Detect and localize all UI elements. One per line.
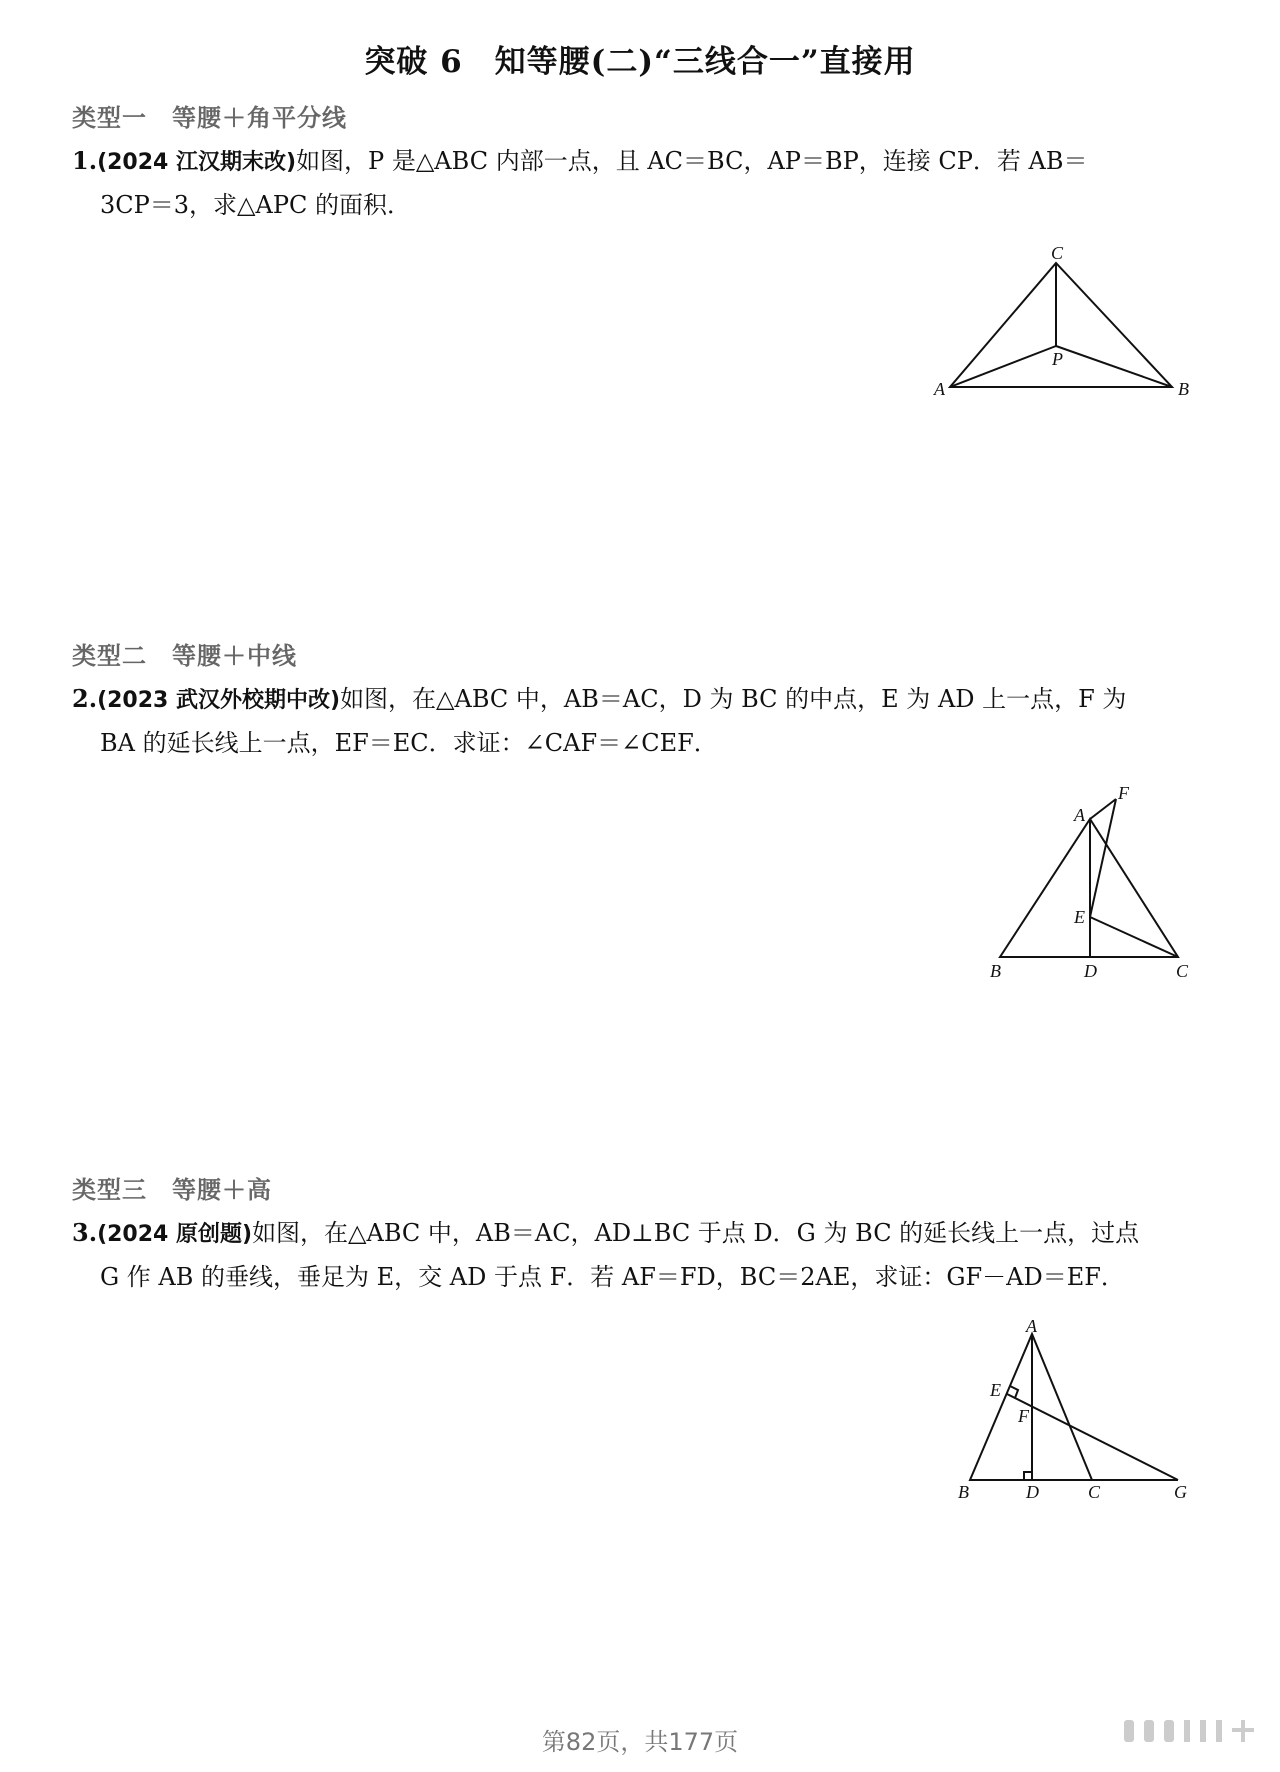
label-e: E	[990, 1380, 1001, 1400]
label-p: P	[1052, 349, 1063, 369]
label-b: B	[990, 961, 1001, 981]
problem-number: 1.	[72, 146, 98, 175]
problem-3	[72, 1212, 1192, 1298]
figure-triangle-cef	[980, 785, 1205, 985]
problem-text-line2: 3CP＝3，求△APC 的面积．	[100, 191, 411, 219]
label-d: D	[1026, 1482, 1039, 1502]
watermark-icon	[1122, 1716, 1262, 1746]
problem-number: 3.	[72, 1218, 98, 1247]
problem-text-line1: 如图，在△ABC 中，AB＝AC，AD⊥BC 于点 D．G 为 BC 的延长线上一点，过点	[252, 1219, 1140, 1247]
label-f: F	[1118, 785, 1129, 803]
label-g: G	[1174, 1482, 1187, 1502]
label-d: D	[1084, 961, 1097, 981]
problem-source: (2023 武汉外校期中改)	[97, 688, 341, 713]
label-a: A	[934, 379, 945, 399]
problem-source: (2024 江汉期末改)	[97, 150, 297, 175]
label-a: A	[1026, 1320, 1037, 1336]
segment-bp	[1056, 346, 1172, 387]
label-c: C	[1088, 1482, 1101, 1502]
section-heading-1: 类型一 等腰＋角平分线	[72, 104, 347, 132]
problem-2	[72, 678, 1192, 764]
page-title: 突破 6 知等腰(二)“三线合一”直接用	[364, 44, 916, 80]
problem-text-line1: 如图，在△ABC 中，AB＝AC，D 为 BC 的中点，E 为 AD 上一点，F 为	[340, 685, 1127, 713]
label-b: B	[958, 1482, 969, 1502]
section-heading-2: 类型二 等腰＋中线	[72, 642, 297, 670]
label-c: C	[1176, 961, 1189, 981]
problem-1	[72, 140, 1192, 226]
label-e: E	[1074, 907, 1085, 927]
segment-ap	[950, 346, 1056, 387]
problem-number: 2.	[72, 684, 98, 713]
section-heading-3: 类型三 等腰＋高	[72, 1176, 272, 1204]
page-footer: 第82页，共177页	[541, 1728, 739, 1756]
problem-text-line1: 如图，P 是△ABC 内部一点，且 AC＝BC，AP＝BP，连接 CP．若 AB＝	[296, 147, 1088, 175]
figure-triangle-gef	[950, 1320, 1200, 1510]
label-c: C	[1051, 245, 1064, 263]
label-b: B	[1178, 379, 1189, 399]
problem-source: (2024 原创题)	[97, 1222, 253, 1247]
figure-triangle-apc	[920, 245, 1200, 405]
label-f: F	[1018, 1406, 1029, 1426]
problem-text-line2: BA 的延长线上一点，EF＝EC．求证：∠CAF＝∠CEF．	[100, 729, 718, 757]
problem-text-line2: G 作 AB 的垂线，垂足为 E，交 AD 于点 F．若 AF＝FD，BC＝2AE，求证：GF－AD＝EF．	[100, 1263, 1125, 1291]
right-angle-d	[1024, 1472, 1032, 1480]
label-a: A	[1074, 805, 1085, 825]
